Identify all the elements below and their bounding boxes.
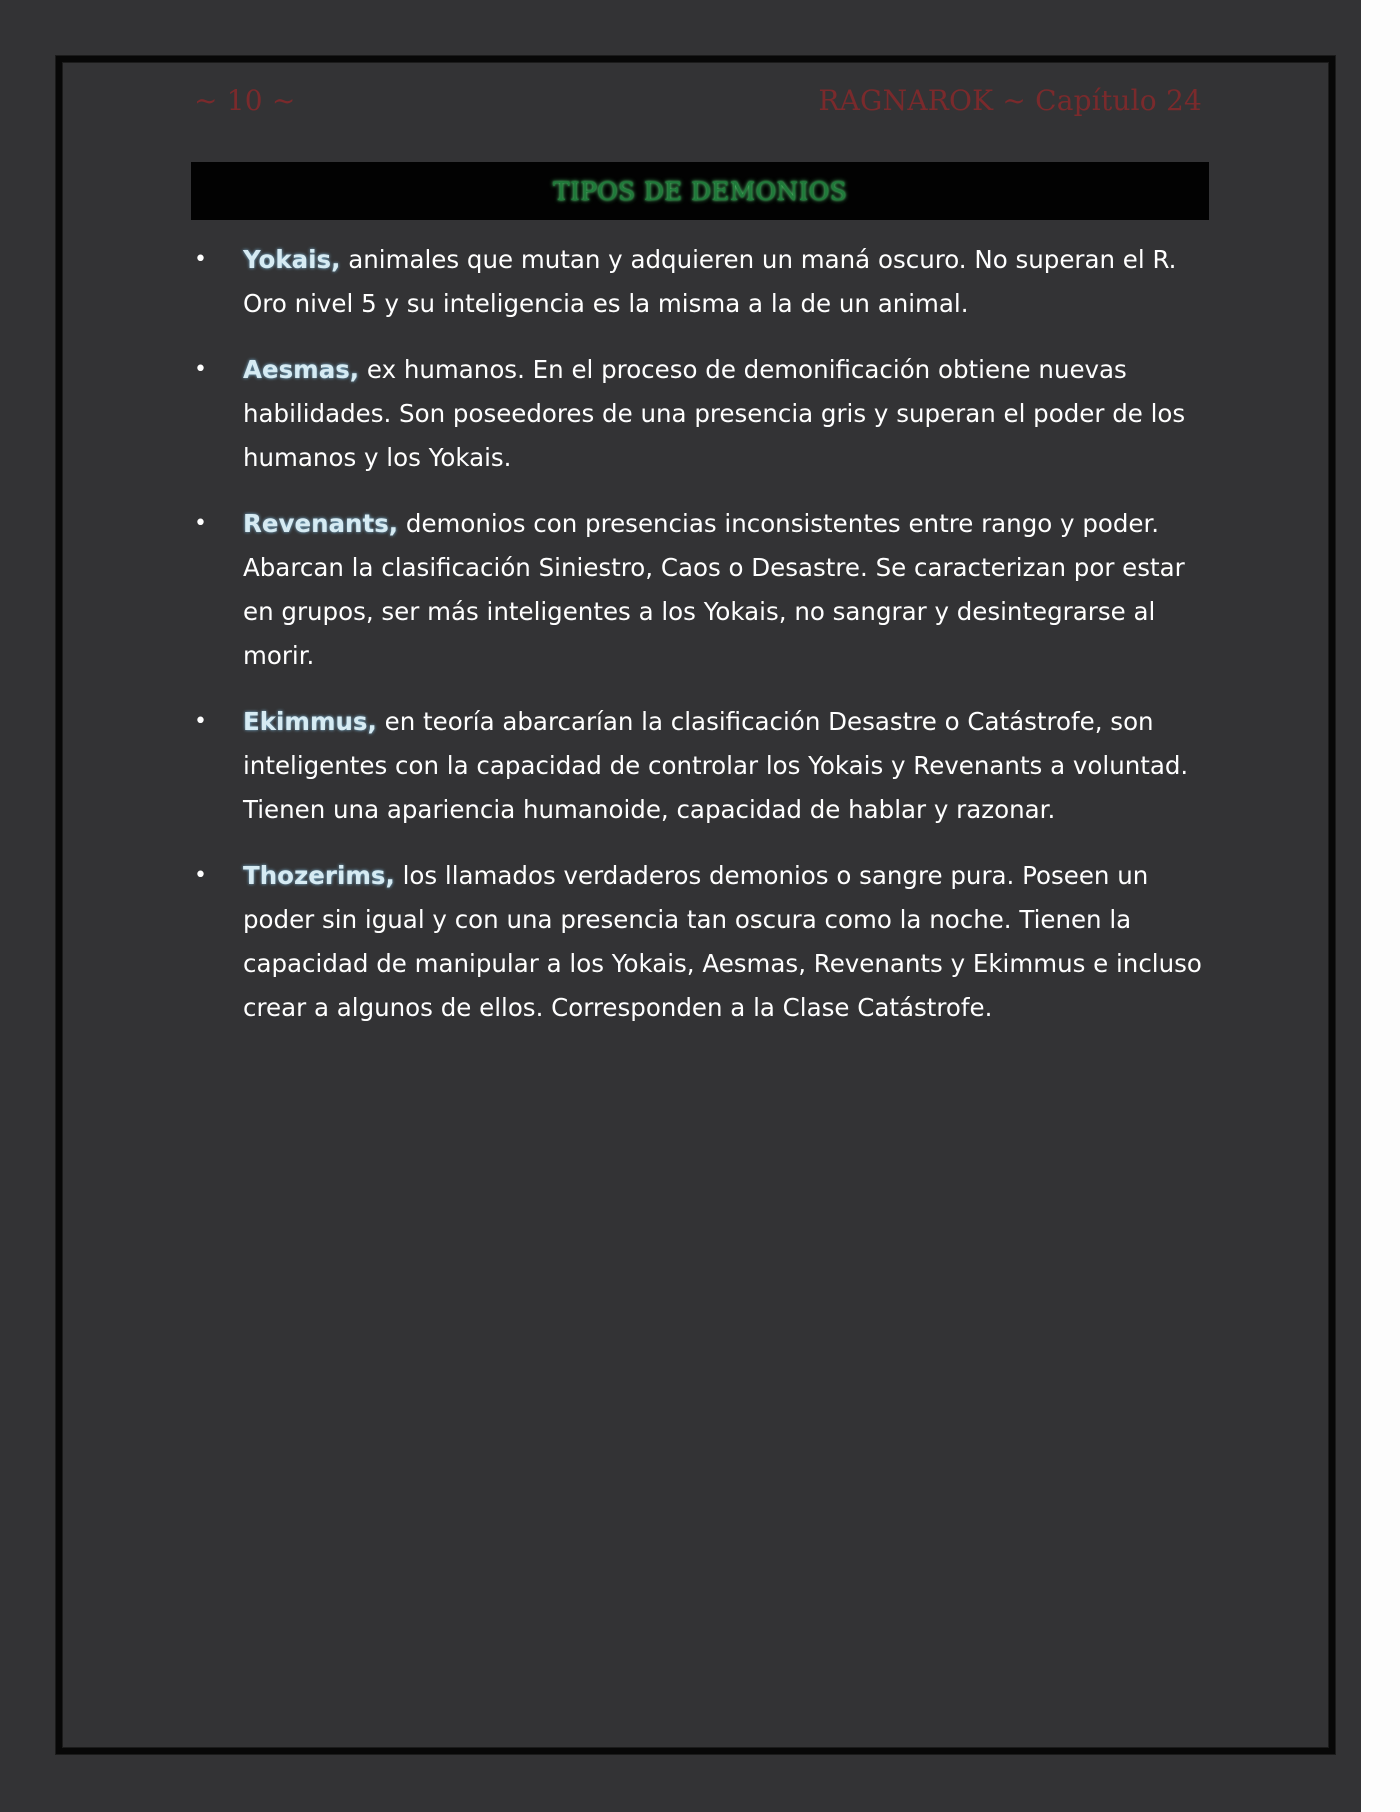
- list-item-revenants: [191, 502, 1213, 678]
- demon-name: Revenants,: [243, 509, 399, 538]
- demon-name: Thozerims,: [243, 861, 395, 890]
- demon-description: los llamados verdaderos demonios o sangre pura. Poseen un poder sin igual y con una presencia tan oscura como la noche. Tienen la capacidad de manipular a los Yokais, Aesmas, Revenants y Ekimmus e incluso crear a algunos de ellos. Corresponden a la Clase Catástrofe.: [243, 861, 1202, 1022]
- demon-description: animales que mutan y adquieren un maná oscuro. No superan el R. Oro nivel 5 y su inteligencia es la misma a la de un animal.: [243, 245, 1177, 318]
- list-item-thozerims: [191, 854, 1213, 1030]
- bullet-icon: •: [194, 511, 207, 536]
- demon-types-list: [191, 238, 1213, 1052]
- section-title: TIPOS DE DEMONIOS: [552, 176, 848, 206]
- demon-name: Aesmas,: [243, 355, 360, 384]
- bullet-icon: •: [194, 247, 207, 272]
- demon-description: demonios con presencias inconsistentes entre rango y poder. Abarcan la clasificación Siniestro, Caos o Desastre. Se caracterizan por estar en grupos, ser más inteligentes a los Yokais, no sangrar y desintegrarse al morir.: [243, 509, 1185, 670]
- running-title: RAGNAROK ~ Capítulo 24: [818, 84, 1202, 117]
- demon-name: Yokais,: [243, 245, 341, 274]
- list-item-aesmas: [191, 348, 1213, 480]
- list-item-ekimmus: [191, 700, 1213, 832]
- section-title-bar: [191, 162, 1209, 220]
- demon-name: Ekimmus,: [243, 707, 377, 736]
- demon-description: ex humanos. En el proceso de demonificación obtiene nuevas habilidades. Son poseedores de una presencia gris y superan el poder de los humanos y los Yokais.: [243, 355, 1186, 472]
- bullet-icon: •: [194, 863, 207, 888]
- bullet-icon: •: [194, 357, 207, 382]
- page-number: ~ 10 ~: [194, 84, 296, 117]
- bullet-icon: •: [194, 709, 207, 734]
- list-item-yokais: [191, 238, 1213, 326]
- demon-description: en teoría abarcarían la clasificación Desastre o Catástrofe, son inteligentes con la capacidad de controlar los Yokais y Revenants a voluntad. Tienen una apariencia humanoide, capacidad de hablar y razonar.: [243, 707, 1189, 824]
